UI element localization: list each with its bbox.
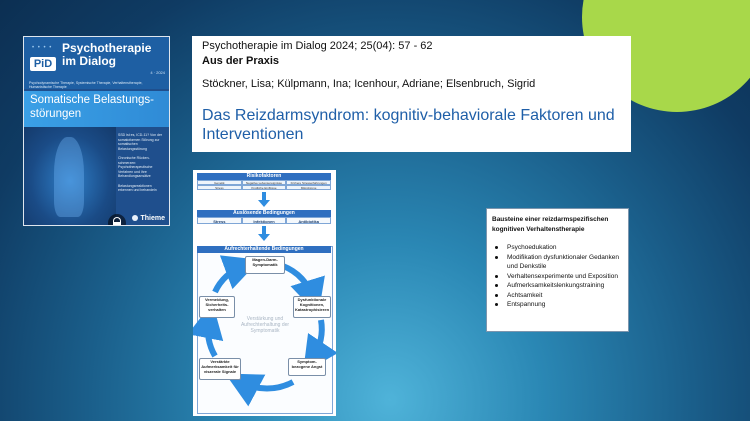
list-item bbox=[491, 291, 627, 301]
therapy-components-box bbox=[486, 208, 629, 332]
risk-cell: Stress bbox=[197, 185, 242, 190]
issue-label: 4 · 2024 bbox=[150, 70, 165, 75]
pid-dots-decoration: • • • • bbox=[32, 45, 53, 51]
cover-teaser: Belastungsreaktionen erkennen und behandeln bbox=[118, 183, 157, 192]
cycle-arrow bbox=[215, 266, 243, 292]
list-item-label: Entspannung bbox=[507, 301, 546, 308]
infobox-title: Bausteine einer reizdarmspezifischen kognitiven Verhaltenstherapie bbox=[492, 216, 609, 233]
risk-cell: Genetik bbox=[197, 180, 242, 185]
article-citation: Psychotherapie im Dialog 2024; 25(04): 57 - 62 bbox=[202, 40, 433, 52]
node-dysfunctional-cognitions: Dysfunktionale Kognitionen, Katastrophisieren bbox=[293, 296, 331, 318]
trigger-cell: Infektionen bbox=[242, 217, 287, 224]
node-visceral-attention: Verstärkte Aufmerksamkeit für viszerale Signale bbox=[199, 358, 241, 380]
lock-icon[interactable] bbox=[108, 214, 126, 226]
node-avoidance: Vermeidung, Sicherheits-verhalten bbox=[199, 296, 235, 318]
publisher-logo bbox=[132, 215, 165, 222]
article-title[interactable]: Das Reizdarmsyndrom: kognitiv-behaviorale Faktoren und Interventionen bbox=[202, 107, 615, 143]
list-item-label: Psychoedukation bbox=[507, 244, 557, 251]
lock-body bbox=[113, 222, 121, 226]
cycle-center-text: Verstärkung und Aufrechterhaltung der Symptomatik bbox=[240, 316, 290, 334]
risk-cell: Negative Lebensereignisse bbox=[242, 180, 287, 185]
cover-teaser: SSD ist es, ICD-11? Von der somatoformen Störung zur somatischen Belastungsstörung bbox=[118, 133, 163, 151]
list-item bbox=[491, 253, 627, 272]
cycle-arrow bbox=[283, 266, 313, 298]
cycle-arrow bbox=[313, 320, 322, 358]
article-section: Aus der Praxis bbox=[202, 55, 280, 67]
cover-teasers bbox=[118, 133, 166, 198]
journal-name: Psychotherapie im Dialog bbox=[62, 41, 152, 68]
ibs-model-diagram bbox=[193, 170, 336, 416]
trigger-cell: Antibiotika bbox=[286, 217, 331, 224]
therapy-components-list bbox=[491, 243, 627, 310]
article-authors: Stöckner, Lisa; Külpmann, Ina; Icenhour, Adriane; Elsenbruch, Sigrid bbox=[202, 78, 536, 90]
bullet-icon bbox=[495, 246, 498, 249]
bullet-icon bbox=[495, 284, 498, 287]
trigger-header: Auslösende Bedingungen bbox=[197, 210, 331, 217]
trigger-cell: Stress bbox=[197, 217, 242, 224]
risk-cell: Frühere Stresserfahrungen bbox=[286, 180, 331, 185]
cycle-arrow bbox=[241, 382, 293, 389]
human-figure-illustration bbox=[54, 137, 84, 217]
list-item-label: Achtsamkeit bbox=[507, 291, 543, 299]
list-item bbox=[491, 243, 627, 253]
publisher-name: Thieme bbox=[140, 215, 165, 222]
cover-subtitle: Psychodynamische Therapie, Systemische Therapie, Verhaltenstherapie, Humanistische Therapie bbox=[29, 81, 143, 89]
risk-cell: Kindliche Einflüsse bbox=[242, 185, 287, 190]
bullet-icon bbox=[495, 303, 498, 306]
article-header-card bbox=[192, 36, 631, 152]
bullet-icon bbox=[495, 256, 498, 259]
list-item-label: Modifikation dysfunktionaler Gedanken und Denkstile bbox=[507, 253, 620, 270]
list-item bbox=[491, 281, 627, 291]
pid-logo: PiD bbox=[30, 57, 56, 71]
maintaining-header: Aufrechterhaltende Bedingungen bbox=[197, 246, 331, 253]
bullet-icon bbox=[495, 275, 498, 278]
list-item bbox=[491, 300, 627, 310]
list-item bbox=[491, 272, 627, 282]
list-item-label: Verhaltensexperimente und Exposition bbox=[507, 272, 618, 280]
node-gi-symptoms: Magen-Darm-Symptomatik bbox=[245, 256, 285, 274]
cover-theme-title: Somatische Belastungs-störungen bbox=[30, 94, 155, 120]
list-item-label: Aufmerksamkeitslenkungstraining bbox=[507, 282, 605, 289]
bullet-icon bbox=[495, 294, 498, 297]
thieme-mark-icon bbox=[132, 215, 138, 221]
journal-cover[interactable] bbox=[23, 36, 170, 226]
cycle-arrow bbox=[208, 320, 215, 356]
cover-teaser: Chronische Rücken-schmerzen: Psychotherapeutische Verfahren und ihre Behandlungsansätze bbox=[118, 156, 153, 178]
node-symptom-anxiety: Symptom-bezogene Angst bbox=[288, 358, 326, 376]
risk-cell: Mikrobiome bbox=[286, 185, 331, 190]
risk-factors-header: Risikofaktoren bbox=[197, 173, 331, 180]
